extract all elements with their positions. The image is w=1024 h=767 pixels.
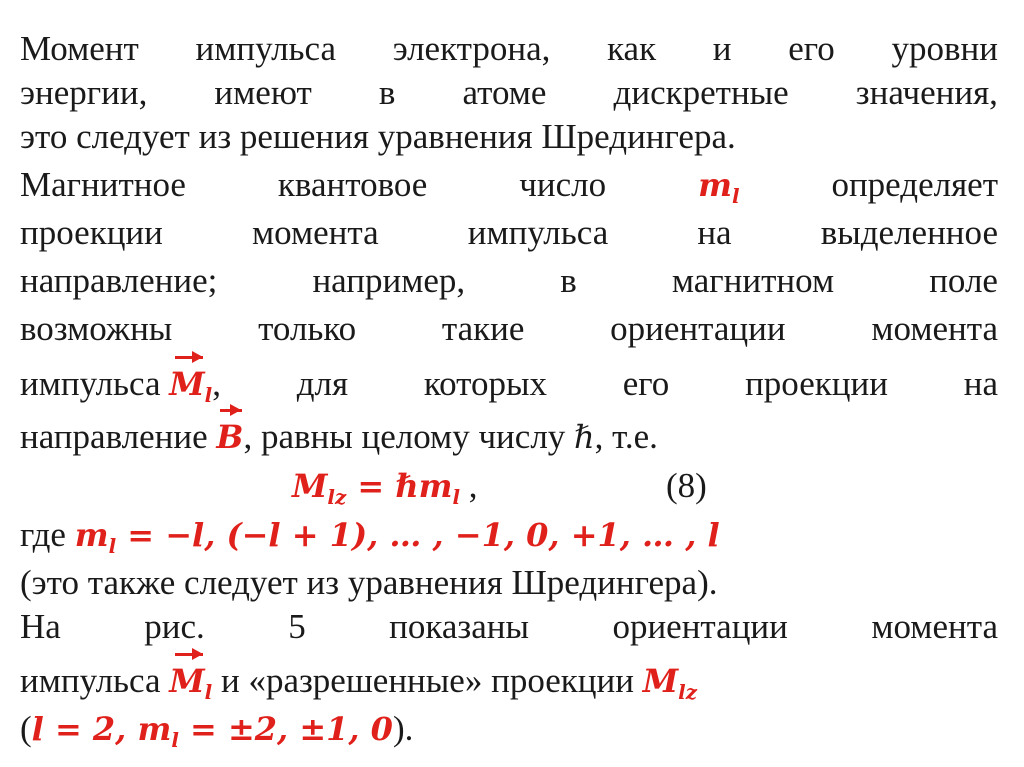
word: возможны [20, 309, 173, 348]
word: момента [871, 309, 998, 348]
word: его [788, 29, 835, 68]
word: поле [929, 261, 998, 300]
text-fragment: импульса [20, 661, 170, 700]
m-symbol: m [418, 467, 453, 505]
text-fragment: , т.е. [594, 417, 658, 456]
word: энергии, [20, 73, 148, 112]
m-symbol: m [74, 516, 109, 554]
formula-Mlz [292, 467, 347, 509]
word: выделенное [820, 213, 998, 252]
lz-subscript: lz [327, 484, 347, 509]
l-subscript: l [204, 679, 213, 704]
word: такие [441, 309, 525, 348]
word: только [258, 309, 357, 348]
formula-vector-Ml [169, 662, 213, 704]
l-subscript: l [108, 533, 117, 558]
text-fragment: направление [20, 417, 217, 456]
separator: , [459, 466, 478, 505]
word: проекции [745, 364, 888, 403]
formula-ml [698, 163, 739, 207]
word: Момент [20, 29, 139, 68]
word: показаны [389, 607, 529, 646]
word: в [378, 73, 396, 112]
word: импульса [20, 364, 161, 403]
word: направление; [20, 261, 218, 300]
text-line-12: (это также следует из уравнения Шредингера). [20, 563, 718, 602]
text-line-13 [20, 605, 998, 649]
vector-arrow-M: M [169, 659, 204, 703]
text-line-2 [20, 71, 998, 115]
text-line-1 [20, 27, 998, 71]
word: и [712, 29, 732, 68]
word: ориентации [612, 607, 788, 646]
word: 5 [288, 607, 306, 646]
formula-l-eq: l = 2, [31, 710, 138, 748]
text-line-8 [20, 362, 998, 406]
text-line-7 [20, 307, 998, 351]
formula-vector-Ml [169, 365, 213, 407]
word: на [697, 213, 732, 252]
M-symbol: M [642, 662, 679, 700]
m-symbol: m [698, 166, 732, 204]
text-line-4 [20, 163, 998, 207]
formula-ml [137, 710, 179, 752]
word: его [622, 364, 670, 403]
word: квантовое [277, 165, 428, 204]
word: ориентации [610, 309, 786, 348]
word: в [560, 261, 577, 300]
formula-eq-hbar: = ℏ [346, 467, 419, 505]
M-symbol: M [292, 467, 328, 505]
word: определяет [831, 165, 998, 204]
text-line-9 [20, 415, 998, 459]
formula-ml [74, 516, 117, 558]
equation-number: (8) [666, 466, 707, 505]
word: как [607, 29, 657, 68]
paren-close: ). [392, 709, 414, 748]
lz-subscript: lz [678, 679, 697, 704]
word: момента [251, 213, 379, 252]
formula-ml-values: = −l, (−l + 1), … , −1, 0, +1, … , l [116, 516, 720, 554]
word: Магнитное [20, 165, 186, 204]
text-line-3: это следует из решения уравнения Шредингера. [20, 117, 736, 156]
word: атоме [462, 73, 547, 112]
paren-open: ( [20, 709, 32, 748]
word: импульса [195, 29, 336, 68]
l-subscript: l [204, 382, 213, 407]
formula-ml-eq-values: = ±2, ±1, 0 [178, 710, 393, 748]
l-subscript: l [452, 484, 460, 509]
text-fragment: и «разрешенные» проекции [212, 661, 643, 700]
word: значения, [855, 73, 998, 112]
word: число [519, 165, 607, 204]
l-subscript: l [171, 727, 179, 752]
vector-arrow-B: B [216, 415, 243, 459]
text-line-11 [20, 513, 998, 557]
word: уровни [891, 29, 998, 68]
word: рис. [144, 607, 205, 646]
formula-Mlz [642, 662, 697, 704]
word: электрона, [392, 29, 551, 68]
vector-arrow-M: M [169, 362, 204, 406]
comma: , [212, 364, 221, 403]
text-line-15 [20, 707, 998, 751]
word: на [963, 364, 998, 403]
m-symbol: m [137, 710, 172, 748]
word: магнитном [671, 261, 835, 300]
word: На [20, 607, 61, 646]
text-fragment: , равны целому числу [243, 417, 575, 456]
hbar-symbol: ℏ [574, 418, 595, 456]
text-fragment: где [20, 515, 75, 554]
word: момента [871, 607, 998, 646]
equation-8 [292, 464, 477, 508]
text-line-6 [20, 259, 998, 303]
l-subscript: l [731, 183, 740, 208]
word: проекции [20, 213, 163, 252]
text-line-14 [20, 659, 998, 703]
word: имеют [214, 73, 312, 112]
word: для [296, 364, 349, 403]
text-line-5 [20, 211, 998, 255]
formula-ml [418, 467, 460, 509]
word: которых [423, 364, 547, 403]
word: дискретные [613, 73, 789, 112]
word-group [20, 362, 221, 406]
word: например, [312, 261, 466, 300]
formula-vector-B [216, 418, 243, 456]
word: импульса [467, 213, 609, 252]
